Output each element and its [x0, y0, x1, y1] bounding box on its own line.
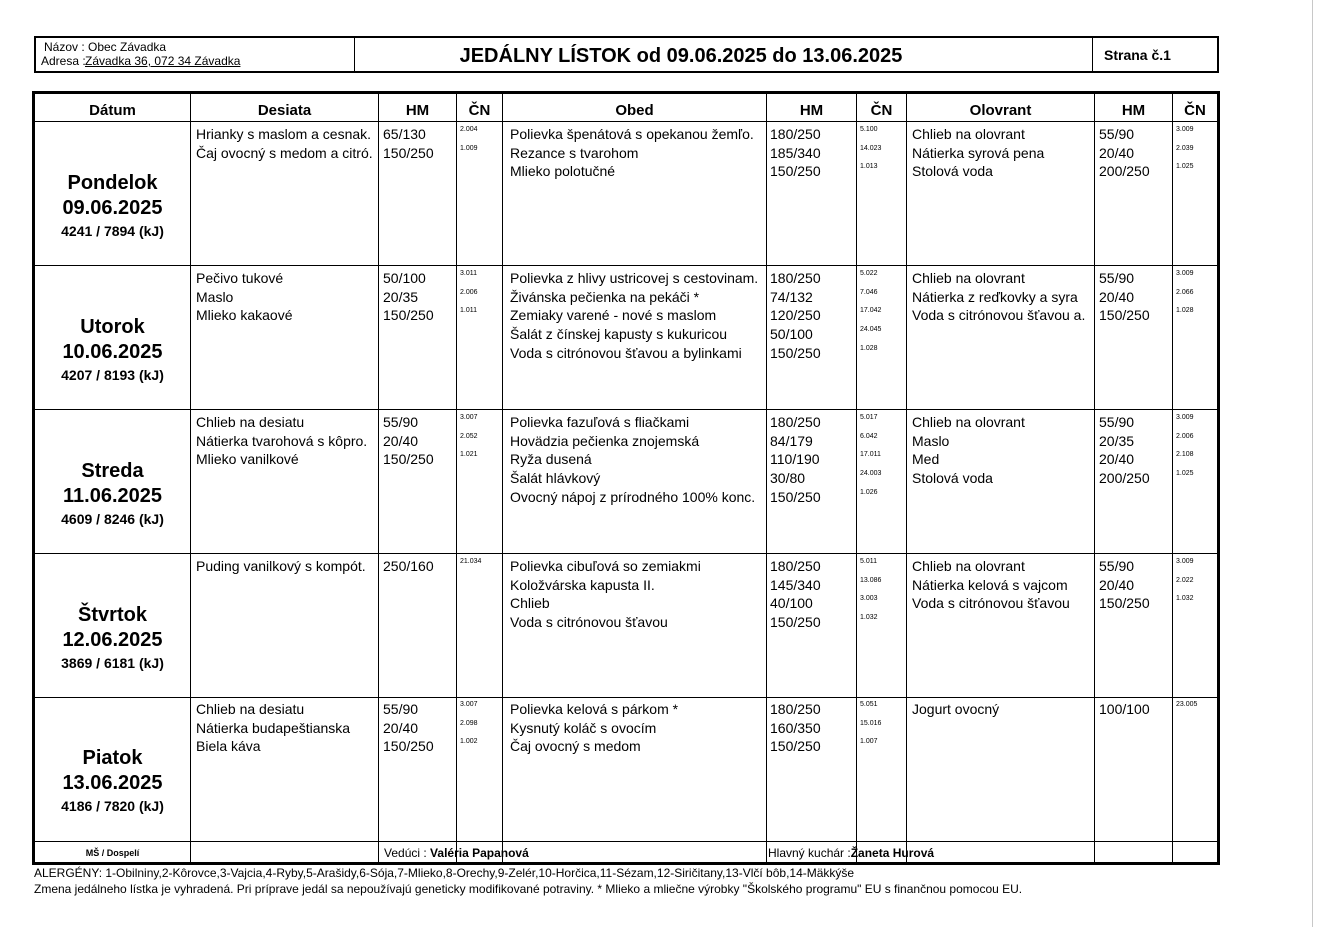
lunch-codes: [860, 557, 881, 632]
weight-value: 180/250: [770, 270, 821, 286]
menu-header: [34, 36, 1219, 73]
weight-value: 185/340: [770, 144, 821, 161]
meal-item: Maslo: [196, 288, 234, 305]
snack-codes: [460, 269, 478, 325]
norm-code: 1.021: [460, 451, 478, 459]
chef-label: Hlavný kuchár :: [768, 846, 851, 860]
weight-value: 20/35: [383, 288, 419, 305]
weight-value: 84/179: [770, 432, 813, 449]
norm-code: 7.046: [860, 288, 878, 296]
weight-value: 150/250: [770, 163, 821, 180]
norm-code: 3.009: [1176, 414, 1194, 421]
menu-title: JEDÁLNY LÍSTOK od 09.06.2025 do 13.06.2025: [459, 45, 903, 67]
facility-address-value: Závadka 36, 072 34 Závadka: [85, 54, 241, 68]
facility-address-label: Adresa :: [41, 54, 86, 68]
norm-code: 1.009: [460, 144, 478, 152]
meal-item: Biela káva: [196, 738, 261, 755]
norm-code: 2.004: [460, 126, 478, 133]
weight-value: 40/100: [770, 595, 813, 612]
snack-list: [196, 557, 366, 576]
day-cell: [35, 315, 190, 385]
lunch-codes: [860, 413, 881, 506]
afternoon-snack-codes: [1176, 413, 1194, 488]
lunch-weights: [770, 125, 821, 181]
meal-item: Polievka z hlivy ustricovej s cestovinam.: [510, 270, 759, 286]
weight-value: 110/190: [770, 451, 820, 468]
facility-address: [41, 55, 240, 68]
day-date: 09.06.2025: [62, 197, 163, 219]
snack-list: [196, 125, 373, 162]
facility-name-value: Obec Závadka: [88, 40, 167, 54]
meal-item: Ovocný nápoj z prírodného 100% konc.: [510, 488, 756, 505]
norm-code: 3.009: [1176, 126, 1194, 133]
meal-item: Chlieb: [510, 595, 550, 612]
weight-value: 20/40: [383, 432, 419, 449]
afternoon-snack-list: [912, 557, 1070, 613]
snack-weights: [383, 700, 434, 756]
meal-item: Šalát hlávkový: [510, 470, 601, 487]
meal-item: Hovädzia pečienka znojemská: [510, 432, 700, 449]
lunch-list: [510, 125, 754, 181]
page-number: Strana č.1: [1104, 47, 1171, 63]
meal-item: Zemiaky varené - nové s maslom: [510, 307, 717, 324]
afternoon-snack-list: [912, 125, 1044, 181]
meal-item: Nátierka z reďkovky a syra: [912, 288, 1078, 305]
meal-item: Čaj ovocný s medom: [510, 738, 641, 755]
weight-value: 150/250: [383, 451, 434, 468]
norm-code: 1.028: [860, 344, 878, 352]
norm-code: 2.039: [1176, 144, 1194, 152]
meal-item: Polievka kelová s párkom *: [510, 701, 679, 717]
allergen-legend: ALERGÉNY: 1-Obilniny,2-Kôrovce,3-Vajcia,4-Ryby,5-Arašidy,6-Sója,7-Mlieko,8-Orechy,9-Zelér,10-Horčica,11-Sézam,12-Siričitany,13-Vlčí bôb,14-Mäkkýše: [34, 866, 855, 880]
weight-value: 55/90: [1099, 558, 1135, 574]
day-name: Pondelok: [67, 172, 158, 194]
norm-code: 24.003: [860, 470, 882, 478]
meal-item: Chlieb na desiatu: [196, 414, 305, 430]
norm-code: 2.006: [460, 288, 478, 296]
meal-item: Med: [912, 451, 940, 468]
day-name: Utorok: [80, 316, 145, 338]
column-header-code: ČN: [1184, 102, 1206, 119]
weight-value: 150/250: [383, 738, 434, 755]
weight-value: 145/340: [770, 576, 821, 593]
norm-code: 5.017: [860, 414, 878, 421]
norm-code: 24.045: [860, 326, 882, 334]
afternoon-snack-weights: [1099, 269, 1150, 325]
afternoon-snack-codes: [1176, 700, 1197, 719]
norm-code: 3.007: [460, 701, 478, 708]
meal-item: Mlieko polotučné: [510, 163, 616, 180]
afternoon-snack-weights: [1099, 557, 1150, 613]
day-energy: 4609 / 8246 (kJ): [61, 511, 164, 527]
manager-name: Valéria Papanová: [430, 846, 529, 860]
norm-code: 2.022: [1176, 576, 1194, 584]
meal-item: Pečivo tukové: [196, 270, 284, 286]
norm-code: 1.032: [860, 614, 878, 622]
weight-value: 160/350: [770, 719, 821, 736]
snack-weights: [383, 557, 434, 576]
meal-item: Stolová voda: [912, 470, 993, 487]
snack-weights: [383, 413, 434, 469]
weight-value: 20/40: [1099, 576, 1135, 593]
weight-value: 55/90: [1099, 414, 1135, 430]
norm-code: 23.005: [1176, 701, 1198, 708]
meal-item: Nátierka budapeštianska: [196, 719, 351, 736]
weight-value: 180/250: [770, 558, 821, 574]
norm-code: 3.011: [460, 270, 477, 277]
lunch-list: [510, 557, 701, 632]
day-cell: [35, 171, 190, 241]
meal-item: Chlieb na olovrant: [912, 414, 1025, 430]
meal-item: Voda s citrónovou šťavou a.: [912, 307, 1086, 324]
lunch-codes: [860, 269, 881, 362]
norm-code: 1.026: [860, 488, 878, 496]
meal-item: Nátierka kelová s vajcom: [912, 576, 1068, 593]
meal-item: Ryža dusená: [510, 451, 592, 468]
weight-value: 20/40: [383, 719, 419, 736]
facility-name: [44, 41, 166, 54]
weight-value: 50/100: [770, 326, 813, 343]
weight-value: 55/90: [1099, 126, 1135, 142]
column-header-code: ČN: [870, 102, 893, 119]
norm-code: 1.032: [1176, 595, 1194, 603]
page-edge-line: [1312, 0, 1313, 927]
meal-item: Chlieb na olovrant: [912, 270, 1025, 286]
day-energy: 4186 / 7820 (kJ): [61, 798, 164, 814]
meal-item: Voda s citrónovou šťavou a bylinkami: [510, 344, 742, 361]
norm-code: 5.051: [860, 701, 878, 708]
weight-value: 55/90: [383, 701, 419, 717]
norm-code: 13.086: [860, 576, 882, 584]
norm-code: 5.011: [860, 558, 877, 565]
chef-signature: [768, 846, 934, 860]
weight-value: 180/250: [770, 701, 821, 717]
weight-value: 120/250: [770, 307, 821, 324]
day-date: 10.06.2025: [62, 341, 163, 363]
norm-code: 3.009: [1176, 558, 1194, 565]
meal-item: Koložvárska kapusta II.: [510, 576, 655, 593]
day-cell: [35, 459, 190, 529]
norm-code: 21.034: [460, 558, 482, 565]
norm-code: 2.066: [1176, 288, 1194, 296]
facility-name-label: Názov :: [44, 40, 85, 54]
day-energy: 4241 / 7894 (kJ): [61, 223, 164, 239]
column-header-afternoon-snack: Olovrant: [969, 102, 1032, 119]
weight-value: 150/250: [770, 488, 821, 505]
norm-code: 3.007: [460, 414, 478, 421]
norm-code: 2.006: [1176, 432, 1194, 440]
meal-item: Maslo: [912, 432, 950, 449]
day-name: Streda: [81, 460, 144, 482]
norm-code: 1.025: [1176, 470, 1194, 478]
meal-item: Chlieb na olovrant: [912, 126, 1025, 142]
day-cell: [35, 603, 190, 673]
norm-code: 5.022: [860, 270, 878, 277]
weight-value: 55/90: [383, 414, 419, 430]
weight-value: 150/250: [770, 614, 821, 631]
norm-code: 1.013: [860, 163, 878, 171]
menu-disclaimer: Zmena jedálneho lístka je vyhradená. Pri príprave jedál sa nepoužívajú geneticky modifikované potraviny. * Mlieko a mliečne výrobky "Školského programu" EU s finančnou pomocou EU.: [34, 882, 1023, 896]
weight-value: 180/250: [770, 126, 821, 142]
column-header-weight: HM: [405, 102, 430, 119]
norm-code: 6.042: [860, 432, 878, 440]
snack-weights: [383, 125, 434, 162]
lunch-list: [510, 269, 758, 363]
weight-value: 150/250: [383, 144, 434, 161]
weight-value: 20/40: [1099, 144, 1135, 161]
snack-list: [196, 269, 293, 325]
weight-value: 65/130: [383, 126, 426, 142]
afternoon-snack-codes: [1176, 125, 1194, 181]
weight-value: 150/250: [770, 344, 821, 361]
day-date: 13.06.2025: [62, 772, 163, 794]
column-header-weight: HM: [799, 102, 824, 119]
meal-item: Polievka cibuľová so zemiakmi: [510, 558, 701, 574]
meal-item: Puding vanilkový s kompót.: [196, 558, 366, 574]
weight-value: 20/40: [1099, 451, 1135, 468]
meal-item: Nátierka syrová pena: [912, 144, 1045, 161]
day-energy: 3869 / 6181 (kJ): [61, 655, 164, 671]
afternoon-snack-list: [912, 700, 999, 719]
meal-item: Čaj ovocný s medom a citró.: [196, 144, 373, 161]
lunch-codes: [860, 125, 881, 181]
lunch-weights: [770, 557, 821, 632]
afternoon-snack-list: [912, 413, 1025, 488]
norm-code: 14.023: [860, 144, 882, 152]
snack-codes: [460, 557, 481, 576]
meal-item: Stolová voda: [912, 163, 993, 180]
meal-item: Chlieb na desiatu: [196, 701, 305, 717]
meal-item: Kysnutý koláč s ovocím: [510, 719, 657, 736]
diner-group: [35, 848, 190, 858]
column-header-lunch: Obed: [615, 102, 654, 119]
column-header-snack: Desiata: [257, 102, 312, 119]
afternoon-snack-weights: [1099, 413, 1150, 488]
lunch-weights: [770, 700, 821, 756]
column-header-date: Dátum: [89, 102, 136, 119]
diner-group-label: MŠ / Dospelí: [85, 848, 140, 858]
norm-code: 1.002: [460, 738, 478, 746]
weight-value: 100/100: [1099, 701, 1150, 717]
meal-item: Nátierka tvarohová s kôpro.: [196, 432, 368, 449]
norm-code: 17.011: [860, 451, 881, 459]
weight-value: 180/250: [770, 414, 821, 430]
afternoon-snack-weights: [1099, 700, 1150, 719]
norm-code: 5.100: [860, 126, 878, 133]
norm-code: 1.011: [460, 307, 477, 315]
norm-code: 1.025: [1176, 163, 1194, 171]
meal-item: Živánska pečienka na pekáči *: [510, 288, 700, 305]
norm-code: 1.007: [860, 738, 878, 746]
day-date: 11.06.2025: [63, 485, 162, 507]
snack-codes: [460, 413, 478, 469]
norm-code: 2.052: [460, 432, 478, 440]
afternoon-snack-codes: [1176, 557, 1194, 613]
meal-item: Hrianky s maslom a cesnak.: [196, 126, 372, 142]
norm-code: 3.003: [860, 595, 878, 603]
weight-value: 200/250: [1099, 163, 1150, 180]
snack-codes: [460, 700, 478, 756]
chef-name: Žaneta Hurová: [850, 846, 935, 860]
meal-item: Polievka fazuľová s fliačkami: [510, 414, 690, 430]
weight-value: 150/250: [770, 738, 821, 755]
meal-item: Mlieko kakaové: [196, 307, 293, 324]
day-name: Štvrtok: [78, 604, 147, 626]
lunch-list: [510, 413, 755, 507]
weight-value: 150/250: [383, 307, 434, 324]
snack-list: [196, 413, 367, 469]
weight-value: 20/35: [1099, 432, 1135, 449]
afternoon-snack-list: [912, 269, 1085, 325]
meal-item: Chlieb na olovrant: [912, 558, 1025, 574]
weight-value: 150/250: [1099, 307, 1150, 324]
menu-table: [32, 91, 1220, 865]
norm-code: 17.042: [860, 307, 882, 315]
lunch-weights: [770, 413, 821, 507]
lunch-list: [510, 700, 678, 756]
weight-value: 50/100: [383, 270, 426, 286]
column-header-weight: HM: [1121, 102, 1146, 119]
day-energy: 4207 / 8193 (kJ): [61, 367, 164, 383]
meal-item: Polievka špenátová s opekanou žemľo.: [510, 126, 754, 142]
weight-value: 250/160: [383, 558, 434, 574]
manager-signature: [384, 846, 529, 860]
column-header-code: ČN: [468, 102, 491, 119]
weight-value: 150/250: [1099, 595, 1150, 612]
day-cell: [35, 746, 190, 816]
manager-label: Vedúci :: [384, 846, 427, 860]
lunch-codes: [860, 700, 881, 756]
weight-value: 200/250: [1099, 470, 1150, 487]
norm-code: 3.009: [1176, 270, 1194, 277]
snack-codes: [460, 125, 478, 162]
meal-item: Rezance s tvarohom: [510, 144, 639, 161]
afternoon-snack-weights: [1099, 125, 1150, 181]
weight-value: 55/90: [1099, 270, 1135, 286]
snack-list: [196, 700, 350, 756]
meal-item: Šalát z čínskej kapusty s kukuricou: [510, 326, 728, 343]
meal-item: Voda s citrónovou šťavou: [912, 595, 1070, 612]
meal-item: Jogurt ovocný: [912, 701, 1000, 717]
norm-code: 2.098: [460, 719, 478, 727]
weight-value: 20/40: [1099, 288, 1135, 305]
afternoon-snack-codes: [1176, 269, 1194, 325]
day-date: 12.06.2025: [62, 629, 163, 651]
lunch-weights: [770, 269, 821, 363]
meal-item: Mlieko vanilkové: [196, 451, 299, 468]
weight-value: 30/80: [770, 470, 806, 487]
norm-code: 2.108: [1176, 451, 1194, 459]
weight-value: 74/132: [770, 288, 813, 305]
norm-code: 15.016: [860, 719, 882, 727]
norm-code: 1.028: [1176, 307, 1194, 315]
snack-weights: [383, 269, 434, 325]
meal-item: Voda s citrónovou šťavou: [510, 614, 668, 631]
day-name: Piatok: [82, 747, 143, 769]
